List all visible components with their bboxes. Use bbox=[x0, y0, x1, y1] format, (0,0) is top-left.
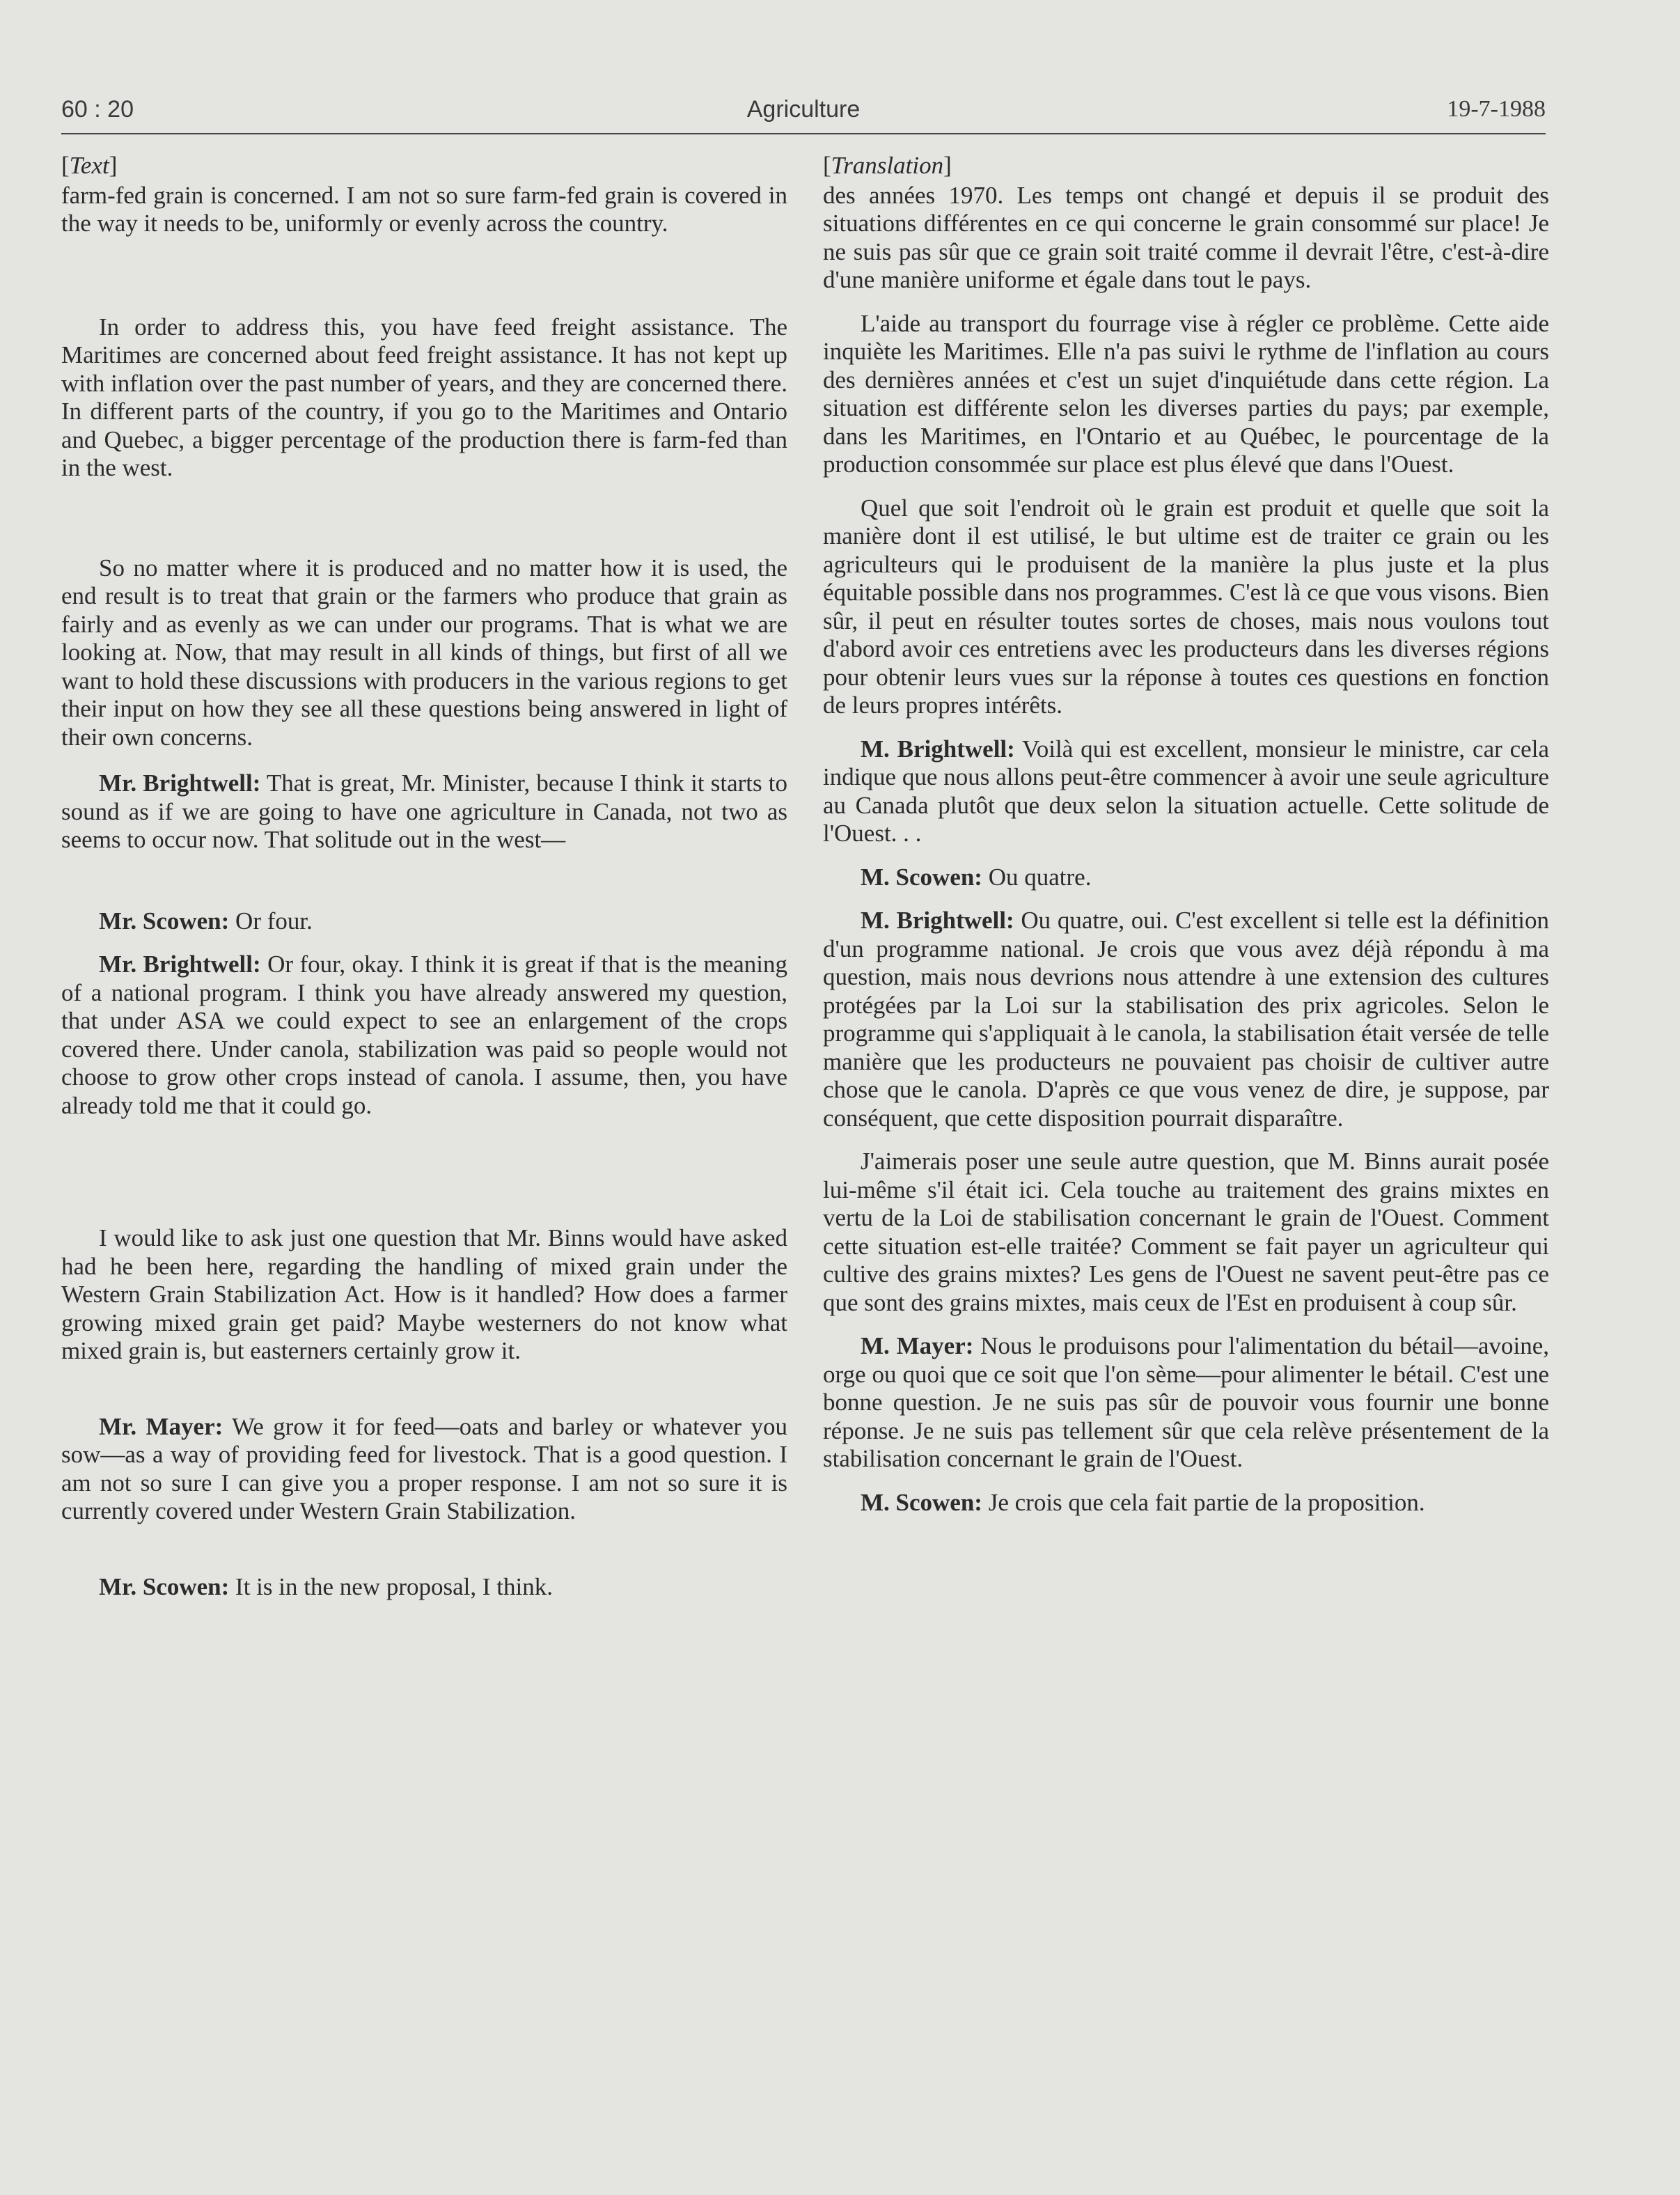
speaker-name: Mr. Mayer: bbox=[99, 1412, 223, 1440]
speaker-name: M. Mayer: bbox=[861, 1332, 974, 1359]
speaker-name: M. Scowen: bbox=[861, 1488, 982, 1516]
speaker-name: Mr. Brightwell: bbox=[99, 770, 261, 797]
header-rule bbox=[61, 133, 1546, 134]
en-paragraph: In order to address this, you have feed freight assistance. The Maritimes are concerned about feed freight assistance. It has not kept up with inflation over the past number of years, and they are concerned there. In different parts of the country, if you go to the Maritimes and Ontario and Quebec, a bigger percentage of the production there is farm-fed than in the west. bbox=[61, 313, 787, 481]
french-column bbox=[823, 152, 1549, 1517]
speaker-name: M. Scowen: bbox=[861, 863, 982, 891]
en-paragraph: I would like to ask just one question that Mr. Binns would have asked had he been here, regarding the handling of mixed grain under the Western Grain Stabilization Act. How is it handled? How does a farmer growing mixed grain get paid? Maybe westerners do not know what mixed grain is, but easterners certainly grow it. bbox=[61, 1224, 787, 1364]
en-paragraph: Mr. Scowen: Or four. bbox=[99, 907, 313, 935]
fr-paragraph: J'aimerais poser une seule autre question, que M. Binns aurait posée lui-même s'il était ici. Cela touche au traitement des grains mixtes en vertu de la Loi de stabilisation concernant le grain de l'Ouest. Comment cette situation est-elle traitée? Comment se fait payer un agriculteur qui cultive des grains mixtes? Les gens de l'Ouest ne savent peut-être pas ce que sont des grains mixtes, mais ceux de l'Est en produisent à coup sûr. bbox=[823, 1148, 1549, 1316]
fr-paragraph: M. Scowen: Ou quatre. bbox=[861, 863, 1092, 891]
page-date: 19-7-1988 bbox=[1447, 96, 1546, 122]
speaker-name: M. Brightwell: bbox=[861, 907, 1014, 934]
text-label: [Text] bbox=[61, 152, 118, 179]
translation-label: [Translation] bbox=[823, 152, 952, 179]
speaker-name: Mr. Scowen: bbox=[99, 1572, 230, 1600]
fr-paragraph: L'aide au transport du fourrage vise à régler ce problème. Cette aide inquiète les Maritimes. Elle n'a pas suivi le rythme de l'inflation au cours des dernières années et c'est un sujet d'inquiétude dans cette région. La situation est différente selon les diverses parties du pays; par exemple, dans les Maritimes, en l'Ontario et au Québec, le pourcentage de la production consommée sur place est plus élevé que dans l'Ouest. bbox=[823, 309, 1549, 478]
page-header bbox=[61, 92, 1546, 131]
en-paragraph: Mr. Scowen: It is in the new proposal, I think. bbox=[99, 1572, 553, 1600]
speaker-name: Mr. Brightwell: bbox=[99, 951, 261, 978]
en-paragraph: farm-fed grain is concerned. I am not so sure farm-fed grain is covered in the way it needs to be, uniformly or evenly across the country. bbox=[61, 181, 787, 237]
en-paragraph: Mr. Mayer: We grow it for feed—oats and barley or whatever you sow—as a way of providing feed for livestock. That is a good question. I am not so sure I can give you a proper response. I am not so sure it is currently covered under Western Grain Stabilization. bbox=[61, 1412, 787, 1524]
speaker-name: Mr. Scowen: bbox=[99, 907, 230, 935]
fr-paragraph: M. Scowen: Je crois que cela fait partie de la proposition. bbox=[861, 1488, 1425, 1516]
fr-paragraph: Quel que soit l'endroit où le grain est produit et quelle que soit la manière dont il est utilisé, le but ultime est de traiter ce grain ou les agriculteurs qui le produisent de la manière la plus juste et la plus équitable possible dans nos programmes. C'est là ce que vous visons. Bien sûr, il peut en résulter toutes sortes de choses, mais nous voulons tout d'abord avoir ces entretiens avec les producteurs dans les diverses régions pour obtenir leurs vues sur la réponse à toutes ces questions en fonction de leurs propres intérêts. bbox=[823, 494, 1549, 719]
speaker-name: M. Brightwell: bbox=[861, 735, 1015, 763]
english-column bbox=[61, 152, 787, 1601]
en-paragraph: Mr. Brightwell: That is great, Mr. Minister, because I think it starts to sound as if we are going to have one agriculture in Canada, not two as seems to occur now. That solitude out in the west— bbox=[61, 770, 787, 853]
fr-paragraph: M. Mayer: Nous le produisons pour l'alimentation du bétail—avoine, orge ou quoi que ce soit que l'on sème—pour alimenter le bétail. C'est une bonne question. Je ne suis pas sûr de pouvoir vous fournir une bonne réponse. Je ne suis pas tellement sûr que cela relève présentement de la stabilisation concernant le grain de l'Ouest. bbox=[823, 1332, 1549, 1472]
en-paragraph: Mr. Brightwell: Or four, okay. I think it is great if that is the meaning of a national program. I think you have already answered my question, that under ASA we could expect to see an enlargement of the crops covered there. Under canola, stabilization was paid so people would not choose to grow other crops instead of canola. I assume, then, you have already told me that it could go. bbox=[61, 951, 788, 1119]
page-title: Agriculture bbox=[746, 96, 861, 123]
page-number: 60 : 20 bbox=[61, 96, 134, 123]
fr-paragraph: M. Brightwell: Ou quatre, oui. C'est excellent si telle est la définition d'un programme national. Je crois que vous avez déjà répondu à ma question, mais nous devrions nous attendre à une extension des cultures protégées par la Loi sur la stabilisation des prix agricoles. Selon le programme qui s'appliquait à le canola, la stabilisation était versée de telle manière que les producteurs ne pouvaient pas choisir de cultiver autre chose que le canola. D'après ce que vous venez de dire, je suppose, par conséquent, que cette disposition pourrait disparaître. bbox=[823, 907, 1549, 1132]
fr-paragraph: M. Brightwell: Voilà qui est excellent, monsieur le ministre, car cela indique que nous allons peut-être commencer à avoir une seule agriculture au Canada plutôt que deux selon la situation actuelle. Cette solitude de l'Ouest. . . bbox=[823, 735, 1549, 847]
fr-paragraph: des années 1970. Les temps ont changé et depuis il se produit des situations différentes en ce qui concerne le grain consommé sur place! Je ne suis pas sûr que ce grain soit traité comme il devrait l'être, c'est-à-dire d'une manière uniforme et égale dans tout le pays. bbox=[823, 181, 1549, 293]
en-paragraph: So no matter where it is produced and no matter how it is used, the end result is to treat that grain or the farmers who produce that grain as fairly and as evenly as we can under our programs. That is what we are looking at. Now, that may result in all kinds of things, but first of all we want to hold these discussions with producers in the various regions to get their input on how they see all these questions being answered in light of their own concerns. bbox=[61, 554, 787, 751]
